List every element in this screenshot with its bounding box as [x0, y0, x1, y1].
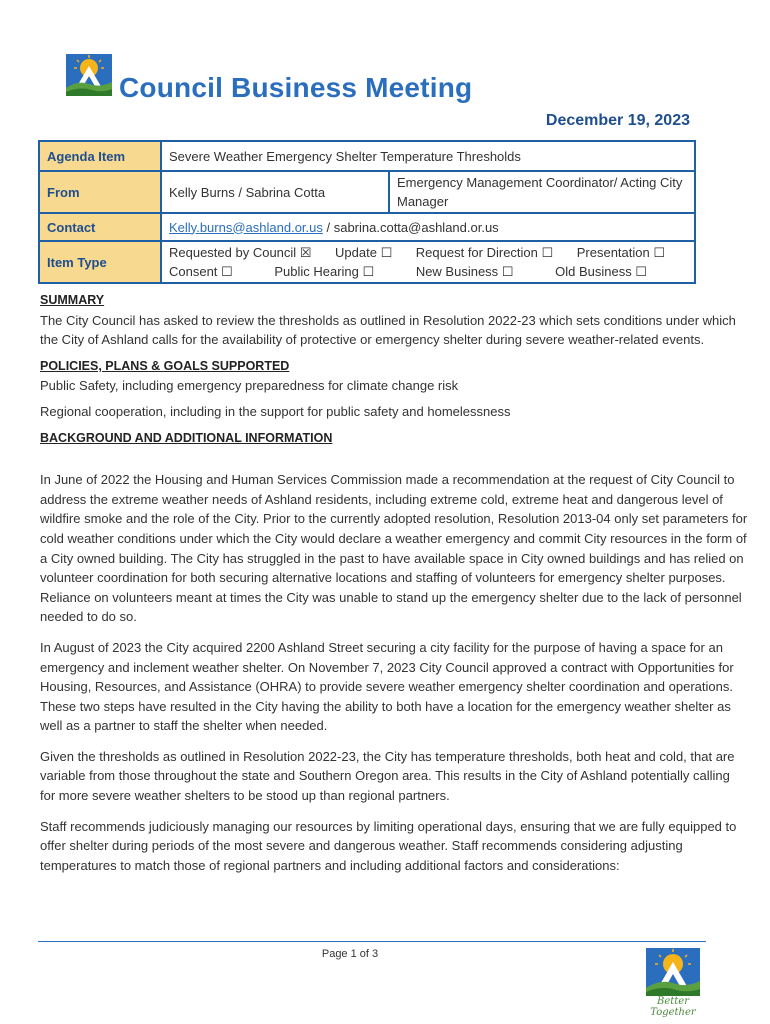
from-label: From — [39, 171, 161, 213]
contact-email-link[interactable]: Kelly.burns@ashland.or.us — [169, 219, 323, 235]
type-public-hearing[interactable]: Public Hearing ☐ — [274, 264, 375, 279]
type-new-business[interactable]: New Business ☐ — [415, 264, 514, 279]
city-logo-icon — [66, 54, 112, 96]
footer-logo-icon — [646, 948, 700, 996]
agenda-table — [38, 140, 696, 284]
policies-item-1: Public Safety, including emergency preparedness for climate change risk — [40, 378, 459, 394]
item-type-label: Item Type — [39, 241, 161, 283]
contact-row — [39, 213, 695, 241]
background-heading: BACKGROUND AND ADDITIONAL INFORMATION — [40, 430, 333, 445]
report-body — [40, 291, 748, 875]
summary-text: The City Council has asked to review the thresholds as outlined in Resolution 2022-23 which sets conditions under which the City of Ashland calls for the availability of protective or emergency shelter during severe weather-related events. — [40, 312, 736, 348]
background-paragraph-3: Given the thresholds as outlined in Resolution 2022-23, the City has temperature thresholds, both heat and cold, that are variable from those throughout the state and Southern Oregon area. This results in the City of Ashland potentially calling for more severe weather shelters to be stood up than regional partners. — [40, 748, 735, 804]
type-update[interactable]: Update ☐ — [335, 245, 393, 260]
type-requested-by-council[interactable]: Requested by Council ☒ — [169, 245, 312, 260]
meeting-date: December 19, 2023 — [545, 112, 690, 129]
type-old-business[interactable]: Old Business ☐ — [555, 264, 647, 279]
type-consent[interactable]: Consent ☐ — [169, 264, 233, 279]
type-presentation[interactable]: Presentation ☐ — [576, 245, 665, 260]
footer-tagline: Better Together — [650, 996, 696, 1018]
agenda-item-row — [39, 141, 695, 171]
item-type-row — [39, 241, 695, 283]
agenda-item-value: Severe Weather Emergency Shelter Temperature Thresholds — [161, 141, 695, 171]
agenda-item-label: Agenda Item — [39, 141, 161, 171]
contact-value — [161, 213, 695, 241]
contact-label: Contact — [39, 213, 161, 241]
from-row — [39, 171, 695, 213]
background-paragraph-2: In August of 2023 the City acquired 2200 Ashland Street securing a city facility for the purpose of having a space for an emergency and inclement weather shelter. On November 7, 2023 City Council approved a contract with Opportunities for Housing, Resources, and Assistance (OHRA) to provide severe weather emergency shelter coordination and operations. These two steps have resulted in the City having the ability to both have a location for the emergency weather shelter as well as a partner to staff the shelter when needed. — [40, 639, 734, 734]
page-number: Page 1 of 3 — [321, 948, 379, 960]
footer-divider — [38, 941, 706, 942]
item-type-line-1 — [169, 243, 687, 262]
policies-item-2: Regional cooperation, including in the support for public safety and homelessness — [40, 403, 511, 419]
background-paragraph-4: Staff recommends judiciously managing our resources by limiting operational days, ensuring that we are fully equipped to offer shelter during periods of the most severe and dangerous weather. Staff recommends considering adjusting temperatures to match those of regional partners and including additional factors and considerations: — [40, 818, 737, 873]
item-type-options — [161, 241, 695, 283]
from-role: Emergency Management Coordinator/ Acting City Manager — [389, 171, 695, 213]
contact-separator: / — [322, 219, 334, 235]
type-request-for-direction[interactable]: Request for Direction ☐ — [415, 245, 554, 260]
background-paragraph-1: In June of 2022 the Housing and Human Services Commission made a recommendation at the request of City Council to address the extreme weather needs of Ashland residents, including extreme cold, extreme heat and dangerous level of wildfire smoke and the role of the City. Prior to the currently adopted resolution, Resolution 2013-04 only set parameters for cold weather conditions under which the City would declare a weather emergency and commit City resources in the form of a City owned building. The City has struggled in the past to have available space in City owned buildings and has relied on volunteer coordination for both securing alternative locations and staffing of volunteers for emergency shelter purposes. Reliance on volunteers meant at times the City was unable to stand up the emergency shelter due to the lack of personnel needed to do so. — [40, 472, 748, 625]
from-names: Kelly Burns / Sabrina Cotta — [161, 171, 389, 213]
page-title: Council Business Meeting — [119, 72, 473, 103]
policies-heading: POLICIES, PLANS & GOALS SUPPORTED — [40, 358, 290, 373]
contact-email-secondary: sabrina.cotta@ashland.or.us — [333, 219, 499, 235]
item-type-line-2 — [169, 262, 687, 281]
summary-heading: SUMMARY — [40, 293, 105, 307]
